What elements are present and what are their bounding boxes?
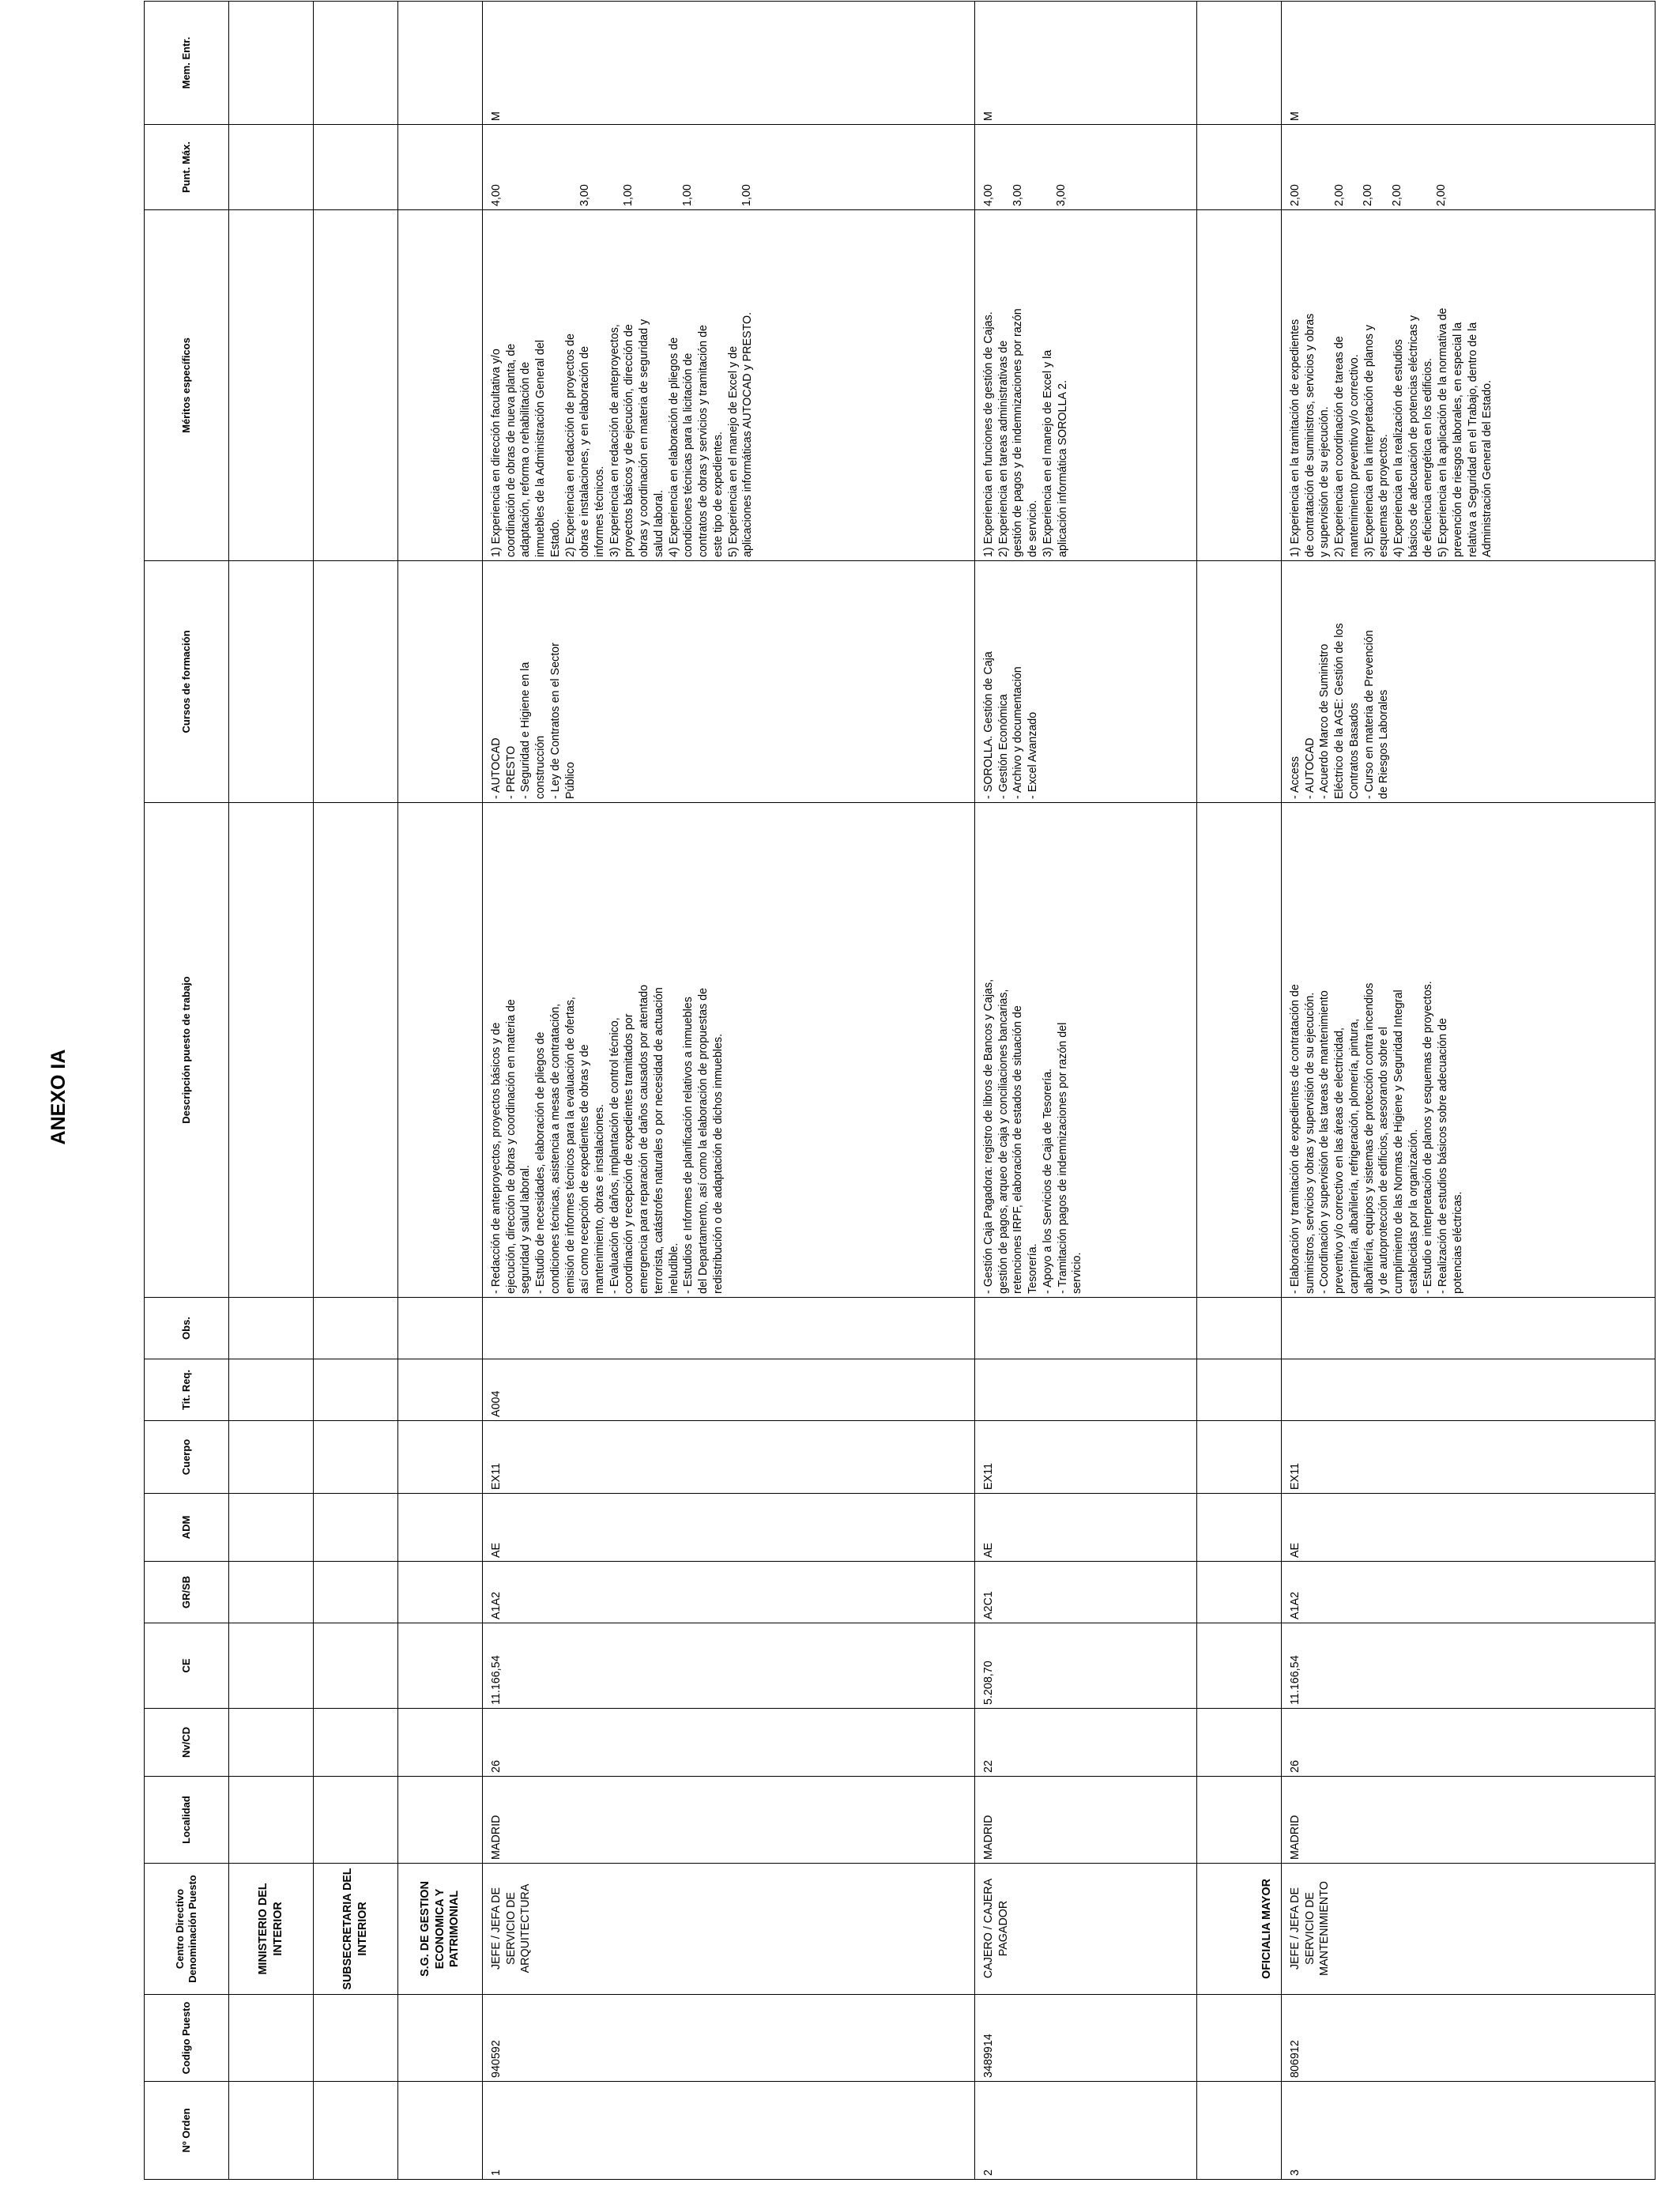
merito-line: 2) Experiencia en tareas administrativas de (996, 340, 1010, 557)
merito-line: contratos de obras y servicios y tramitación de (697, 324, 710, 557)
cell-cuerpo: EX11 (1282, 1421, 1656, 1494)
cell-orden: 3 (1282, 2082, 1656, 2180)
table-row (975, 2, 1197, 2180)
descripcion-line: albañilería, equipos y sistemas de protección contra incendios (1362, 982, 1376, 1294)
curso-line: - Ley de Contratos en el Sector (548, 643, 562, 799)
curso-line: - AUTOCAD (1303, 737, 1317, 799)
descripcion-line: mantenimiento, obras e instalaciones. (593, 1103, 607, 1294)
cell-localidad: MADRID (483, 1777, 975, 1864)
merito-line: 5) Experiencia en la aplicación de la normativa de (1437, 307, 1450, 557)
merito-line: gestión de pagos y de indemnizaciones por razón (1011, 308, 1025, 557)
cell-cursos (975, 561, 1197, 803)
merito-line: esquemas de proyectos. (1377, 434, 1391, 557)
cell-codigo: 940592 (483, 1995, 975, 2082)
cell-puntos (483, 125, 975, 210)
descripcion-line: emergencia para reparación de daños causados por atentado (638, 984, 651, 1294)
cell-titulacion (975, 1359, 1197, 1421)
header-orden: Nº Orden (145, 2082, 229, 2180)
section-oficialia: OFICIALIA MAYOR (1197, 1864, 1282, 1995)
cell-puesto: JEFE / JEFA DE SERVICIO DE MANTENIMIENTO (1282, 1864, 1656, 1995)
cell-meritos (483, 210, 975, 561)
merito-line: 5) Experiencia en el manejo de Excel y de (726, 345, 740, 557)
descripcion-line: - Estudios e Informes de planificación relativos a inmuebles (682, 997, 695, 1294)
section-row (314, 2, 398, 2180)
cell-meritos (1282, 210, 1656, 561)
curso-line: de Riesgos Laborales (1377, 689, 1391, 799)
section-sg-gestion: S.G. DE GESTION ECONOMICA Y PATRIMONIAL (398, 1864, 483, 1995)
descripcion-line: y de autoprotección de edificios, asesorando sobre el (1377, 1027, 1391, 1294)
header-titulacion: Tit. Req. (145, 1359, 229, 1421)
puntos-value: 2,00 (1434, 184, 1448, 206)
cell-orden: 2 (975, 2082, 1197, 2180)
cell-localidad: MADRID (975, 1777, 1197, 1864)
cell-obs (1282, 1298, 1656, 1359)
cell-obs (483, 1298, 975, 1359)
cell-descripcion (975, 803, 1197, 1298)
table-row (1282, 2, 1656, 2180)
descripcion-line: - Estudio de necesidades, elaboración de pliegos de (534, 1031, 548, 1294)
curso-line: Contratos Basados (1347, 703, 1361, 799)
merito-line: 4) Experiencia en la realización de estudios (1392, 339, 1406, 557)
descripcion-line: coordinación y recepción de expedientes tramitados por (623, 1013, 636, 1294)
cell-localidad: MADRID (1282, 1777, 1656, 1864)
section-row (1197, 2, 1282, 2180)
vacancies-table (144, 1, 1656, 2180)
header-cuerpo: Cuerpo (145, 1421, 229, 1494)
curso-line: - Seguridad e Higiene en la (519, 662, 533, 799)
puntos-value: 2,00 (1289, 184, 1301, 206)
descripcion-line: potencias eléctricas. (1451, 1191, 1464, 1294)
cell-grupo: A2C1 (975, 1562, 1197, 1623)
puntos-value: 2,00 (1362, 184, 1375, 206)
merito-line: y supervisión de su ejecución. (1318, 406, 1332, 557)
header-nivel: Nv/CD (145, 1709, 229, 1777)
merito-line: proyectos básicos y de ejecución, dirección de (623, 324, 636, 557)
merito-line: 1) Experiencia en la tramitación de expedientes (1289, 319, 1301, 557)
descripcion-line: cumplimiento de las Normas de Higiene y Seguridad Integral (1392, 990, 1406, 1294)
cell-cursos (483, 561, 975, 803)
cell-ce: 11.166,54 (1282, 1623, 1656, 1709)
curso-line: - Access (1289, 756, 1301, 799)
curso-line: - AUTOCAD (490, 737, 503, 799)
header-meritos: Méritos específicos (145, 210, 229, 561)
curso-line: construcción (534, 735, 548, 799)
merito-line: Administración General del Estado. (1481, 379, 1494, 557)
descripcion-line: - Gestión Caja Pagadora: registro de libros de Bancos y Cajas, (982, 978, 995, 1294)
cell-codigo: 3489914 (975, 1995, 1197, 2082)
cell-puntos (1282, 125, 1656, 210)
descripcion-line: - Evaluación de daños, implantación de control técnico, (608, 1017, 621, 1294)
curso-line: Eléctrico de la AGE: Gestión de los (1333, 623, 1347, 799)
header-memoria: Mem. Entr. (145, 2, 229, 125)
puntos-value: 1,00 (740, 184, 753, 206)
puntos-value: 3,00 (1011, 184, 1024, 206)
puntos-value: 3,00 (578, 184, 591, 206)
puntos-value: 3,00 (1055, 184, 1068, 206)
merito-line: informes técnicos. (593, 466, 607, 557)
merito-line: obras e instalaciones, y en elaboración de (578, 345, 592, 557)
cell-puntos (975, 125, 1197, 210)
cell-cuerpo: EX11 (975, 1421, 1197, 1494)
cell-ce: 11.166,54 (483, 1623, 975, 1709)
descripcion-line: ejecución, dirección de obras y coordinación en materia de (504, 999, 518, 1294)
merito-line: Estado. (548, 518, 562, 557)
section-row (398, 2, 483, 2180)
descripcion-line: Tesorería. (1026, 1243, 1040, 1294)
cell-cursos (1282, 561, 1656, 803)
header-codigo: Codigo Puesto (145, 1995, 229, 2082)
header-localidad: Localidad (145, 1777, 229, 1864)
merito-line: aplicaciones informáticas AUTOCAD y PRESTO. (741, 311, 755, 557)
puntos-value: 4,00 (490, 184, 503, 206)
descripcion-line: suministros, servicios y obras y supervisión de su ejecución. (1303, 992, 1317, 1294)
cell-obs (975, 1298, 1197, 1359)
merito-line: 3) Experiencia en el manejo de Excel y la (1041, 349, 1054, 557)
merito-line: básicos de adecuación de potencias eléctricas y (1407, 315, 1420, 557)
merito-line: mantenimiento preventivo y/o correctivo. (1347, 354, 1361, 557)
descripcion-line: terrorista, catástrofes naturales o por necesidad de actuación (652, 987, 665, 1294)
cell-ce: 5.208,70 (975, 1623, 1197, 1709)
merito-line: 1) Experiencia en funciones de gestión de Cajas. (982, 311, 995, 557)
puntos-value: 1,00 (622, 184, 635, 206)
cell-puesto: JEFE / JEFA DE SERVICIO DE ARQUITECTURA (483, 1864, 975, 1995)
header-adm: ADM (145, 1494, 229, 1562)
puntos-value: 2,00 (1391, 184, 1404, 206)
cell-meritos (975, 210, 1197, 561)
merito-line: 4) Experiencia en elaboración de pliegos de (667, 337, 680, 557)
puntos-value: 1,00 (681, 184, 695, 206)
descripcion-line: - Coordinación y supervisión de las tareas de mantenimiento (1318, 990, 1332, 1294)
merito-line: 3) Experiencia en la interpretación de planos y (1362, 324, 1376, 557)
merito-line: de servicio. (1026, 499, 1040, 557)
merito-line: de contratación de suministros, servicios y obras (1303, 313, 1317, 557)
section-row (229, 2, 314, 2180)
cell-adm: AE (483, 1494, 975, 1562)
merito-line: adaptación, reforma o rehabilitación de (519, 361, 533, 557)
section-ministerio: MINISTERIO DEL INTERIOR (229, 1864, 314, 1995)
cell-nivel: 26 (1282, 1709, 1656, 1777)
cell-codigo: 806912 (1282, 1995, 1656, 2082)
table-row (483, 2, 975, 2180)
descripcion-line: emisión de informes técnicos para la evaluación de ofertas, (563, 997, 577, 1294)
descripcion-line: - Estudio e interpretación de planos y esquemas de proyectos. (1422, 981, 1435, 1294)
cell-grupo: A1A2 (483, 1562, 975, 1623)
cell-adm: AE (1282, 1494, 1656, 1562)
cell-titulacion (1282, 1359, 1656, 1421)
page-title: ANEXO IA (47, 1049, 70, 1145)
header-row (145, 2, 229, 2180)
descripcion-line: - Elaboración y tramitación de expedientes de contratación de (1289, 984, 1301, 1294)
header-obs: Obs. (145, 1298, 229, 1359)
merito-line: condiciones técnicas para la licitación de (682, 352, 695, 557)
merito-line: coordinación de obras de nueva planta, de (504, 343, 518, 557)
header-ce: CE (145, 1623, 229, 1709)
descripcion-line: carpintería, albañilería, refrigeración, plomería, pintura, (1347, 1018, 1361, 1294)
cell-cuerpo: EX11 (483, 1421, 975, 1494)
merito-line: 1) Experiencia en dirección facultativa y/o (490, 349, 503, 557)
cell-nivel: 22 (975, 1709, 1197, 1777)
merito-line: de eficiencia energética en los edificios. (1422, 358, 1435, 557)
descripcion-line: - Tramitación pagos de indemnizaciones por razón del (1056, 1022, 1069, 1294)
header-cursos: Cursos de formación (145, 561, 229, 803)
header-descripcion: Descripción puesto de trabajo (145, 803, 229, 1298)
descripcion-line: preventivo y/o correctivo en las áreas de electricidad, (1333, 1027, 1347, 1294)
curso-line: - Gestión Económica (996, 694, 1010, 799)
cell-descripcion (483, 803, 975, 1298)
puntos-value: 2,00 (1332, 184, 1346, 206)
curso-line: - SOROLLA. Gestión de Caja (982, 651, 995, 799)
descripcion-line: - Realización de estudios básicos sobre adecuación de (1437, 1018, 1450, 1294)
descripcion-line: redistribución o de adaptación de dichos inmuebles. (711, 1033, 725, 1294)
merito-line: 2) Experiencia en coordinación de tareas de (1333, 336, 1347, 557)
cell-puesto: CAJERO / CAJERA PAGADOR (975, 1864, 1197, 1995)
merito-line: prevención de riesgos laborales, en especial la (1451, 322, 1464, 557)
cell-titulacion: A004 (483, 1359, 975, 1421)
cell-memoria: M (975, 2, 1197, 125)
cell-adm: AE (975, 1494, 1197, 1562)
descripcion-line: establecidas por la organización. (1407, 1129, 1420, 1294)
descripcion-line: condiciones técnicas, asistencia a mesas de contratación, (548, 1003, 562, 1294)
cell-nivel: 26 (483, 1709, 975, 1777)
merito-line: aplicación informática SOROLLA 2. (1056, 379, 1069, 557)
header-grupo: GR/SB (145, 1562, 229, 1623)
descripcion-line: retenciones IRPF, elaboración de estados de situación de (1011, 1005, 1025, 1294)
cell-descripcion (1282, 803, 1656, 1298)
descripcion-line: así como recepción de expedientes de obras y de (578, 1044, 592, 1294)
descripcion-line: servicio. (1071, 1252, 1084, 1294)
merito-line: inmuebles de la Administración General del (534, 340, 548, 557)
curso-line: - Archivo y documentación (1011, 666, 1025, 799)
merito-line: este tipo de expedientes. (711, 432, 725, 557)
header-puesto: Centro Directivo Denominación Puesto (145, 1864, 229, 1995)
descripcion-line: ineludible. (667, 1242, 680, 1294)
cell-orden: 1 (483, 2082, 975, 2180)
merito-line: 3) Experiencia en redacción de anteproyectos, (608, 324, 621, 557)
descripcion-line: - Redacción de anteproyectos, proyectos básicos y de (490, 1022, 503, 1294)
merito-line: relativa a Seguridad en el Trabajo, dentro de la (1466, 322, 1479, 557)
header-puntos: Punt. Máx. (145, 125, 229, 210)
curso-line: - Curso en materia de Prevención (1362, 630, 1376, 799)
descripcion-line: gestión de pagos, arqueo de caja y conciliaciones bancarias, (996, 989, 1010, 1294)
curso-line: Público (563, 762, 577, 799)
cell-memoria: M (483, 2, 975, 125)
curso-line: - Acuerdo Marco de Suministro (1318, 643, 1332, 799)
descripcion-line: - Apoyo a los Servicios de Caja de Tesorería. (1041, 1068, 1054, 1294)
curso-line: - Excel Avanzado (1026, 711, 1040, 799)
descripcion-line: del Departamento, así como la elaboración de propuestas de (697, 987, 710, 1294)
merito-line: obras y coordinación en materia de seguridad y (638, 319, 651, 557)
merito-line: 2) Experiencia en redacción de proyectos de (563, 334, 577, 557)
cell-memoria: M (1282, 2, 1656, 125)
puntos-value: 4,00 (982, 184, 995, 206)
merito-line: salud laboral. (652, 489, 665, 557)
descripcion-line: seguridad y salud laboral. (519, 1165, 533, 1294)
curso-line: - PRESTO (504, 745, 518, 799)
section-subsecretaria: SUBSECRETARIA DEL INTERIOR (314, 1864, 398, 1995)
cell-grupo: A1A2 (1282, 1562, 1656, 1623)
